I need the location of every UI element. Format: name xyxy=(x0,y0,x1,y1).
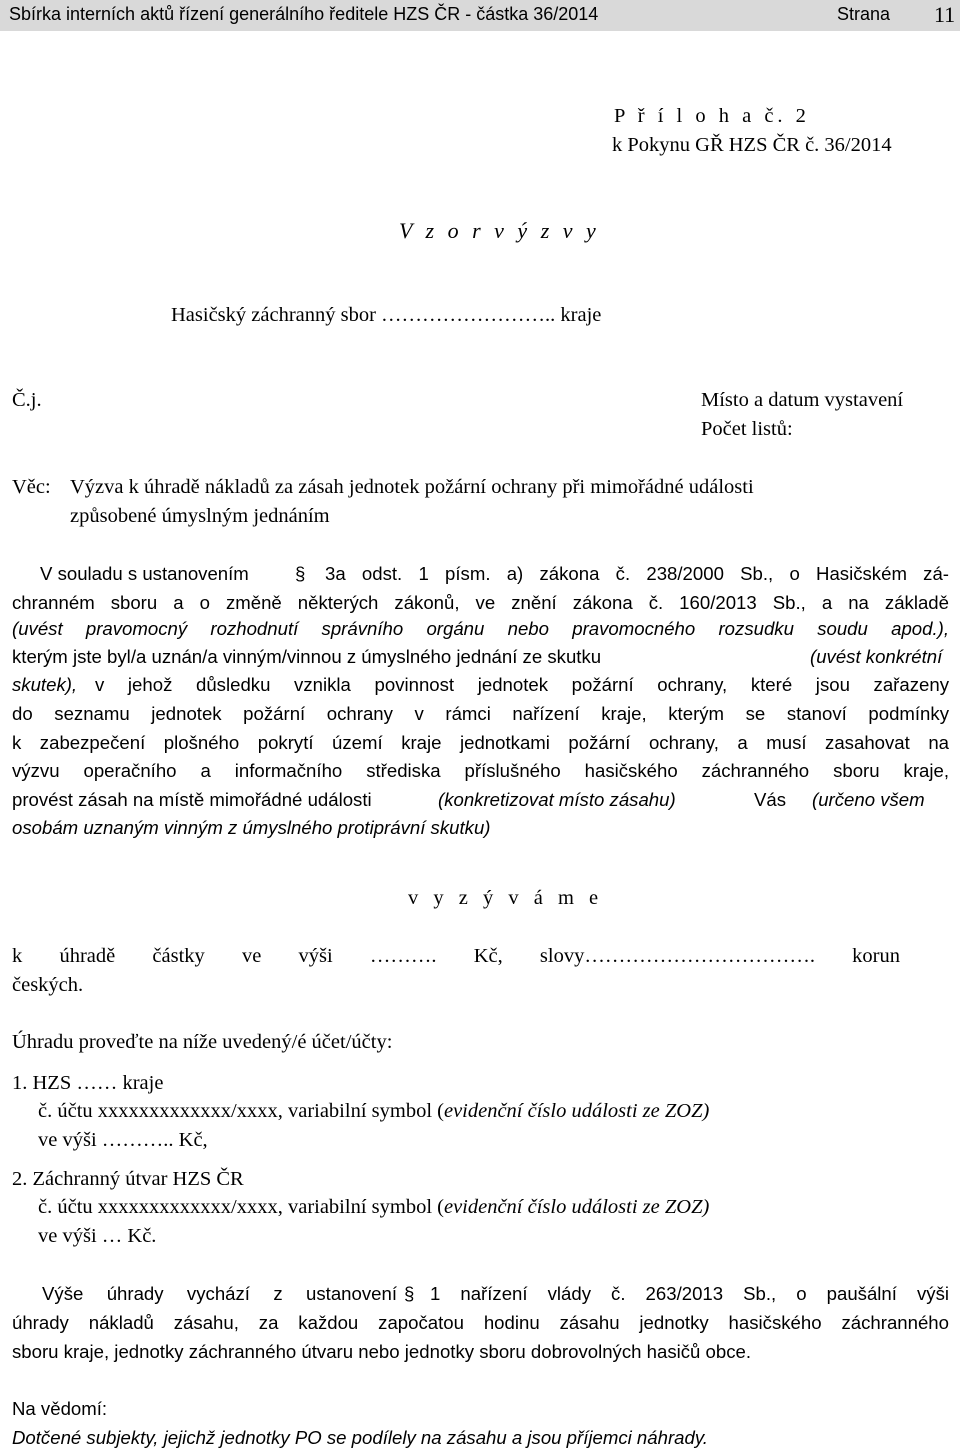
notice-label: Na vědomí: xyxy=(12,1398,108,1419)
account-1-number xyxy=(38,1101,709,1122)
amount-line-1: k úhradě částky ve výši ………. Kč, slovy……………………………. korun xyxy=(12,945,900,967)
body-line-9b: (konkretizovat místo zásahu) xyxy=(438,789,676,810)
body-line-2: chranném sboru a o změně některých zákonů, ve znění zákona č. 160/2013 Sb., a na základě xyxy=(12,592,949,613)
notice-text: Dotčené subjekty, jejichž jednotky PO se podílely na zásahu a jsou příjemci náhrady. xyxy=(12,1427,708,1448)
subject-label: Věc: xyxy=(12,476,51,498)
appendix-label: P ř í l o h a č. 2 xyxy=(614,105,810,127)
form-title: V z o r v ý z v y xyxy=(399,218,600,243)
body-line-8: výzvu operačního a informačního střediska příslušného hasičského záchranného sboru kraje, xyxy=(12,760,949,781)
header-page-number: 11 xyxy=(934,2,956,27)
body-line-4b: (uvést konkrétní xyxy=(810,646,943,667)
body-line-5b: v jehož důsledku vznikla povinnost jednotek požární ochrany, které jsou zařazeny xyxy=(95,674,949,695)
subject-line-1: Výzva k úhradě nákladů za zásah jednotek požární ochrany při mimořádné události xyxy=(70,476,754,498)
footer-paragraph-sign: § xyxy=(404,1283,415,1304)
account-2-number xyxy=(38,1197,709,1218)
body-line-4a: kterým jste byl/a uznán/a vinným/vinnou z úmyslného jednání ze skutku xyxy=(12,646,602,667)
account-2-amount: ve výši … Kč. xyxy=(38,1225,157,1247)
body-line-3: (uvést pravomocný rozhodnutí správního orgánu nebo pravomocného rozsudku soudu apod.), xyxy=(12,618,949,639)
sheet-count-label: Počet listů: xyxy=(701,418,793,440)
body-line-10: osobám uznaným vinným z úmyslného protiprávní skutku) xyxy=(12,817,491,838)
body-line-1a: V souladu s ustanovením xyxy=(40,563,249,584)
body-line-5a: skutek), xyxy=(12,674,78,695)
appendix-reference: k Pokynu GŘ HZS ČR č. 36/2014 xyxy=(612,134,892,156)
place-date-label: Místo a datum vystavení xyxy=(701,389,904,411)
amount-line-2: českých. xyxy=(12,974,84,996)
payment-intro: Úhradu proveďte na níže uvedený/é účet/účty: xyxy=(12,1031,393,1053)
header-page-label: Strana xyxy=(837,4,891,24)
account-2-number-text: č. účtu xxxxxxxxxxxxx/xxxx, variabilní symbol ( xyxy=(38,1196,444,1218)
reference-number-label: Č.j. xyxy=(12,389,42,411)
body-line-7: k zabezpečení plošného pokrytí území kraje jednotkami požární ochrany, a musí zasahovat na xyxy=(12,732,949,753)
page-header xyxy=(0,0,960,31)
account-1-number-text: č. účtu xxxxxxxxxxxxx/xxxx, variabilní symbol ( xyxy=(38,1100,444,1122)
footer-line-2: úhrady nákladů zásahu, za každou započatou hodinu zásahu jednotky hasičského záchranného xyxy=(12,1312,949,1333)
footer-line-1b: 1 nařízení vlády č. 263/2013 Sb., o paušální výši xyxy=(430,1283,949,1304)
body-line-1b: 3a odst. 1 písm. a) zákona č. 238/2000 Sb., o Hasičském zá- xyxy=(325,563,949,584)
subject-line-2: způsobené úmyslným jednáním xyxy=(70,505,330,527)
vyzyvame-heading: v y z ý v á m e xyxy=(408,887,604,909)
footer-line-1a: Výše úhrady vychází z ustanovení xyxy=(42,1283,397,1304)
paragraph-sign: § xyxy=(295,563,306,584)
account-2-title: 2. Záchranný útvar HZS ČR xyxy=(12,1168,244,1190)
body-line-9d: (určeno všem xyxy=(812,789,925,810)
header-title: Sbírka interních aktů řízení generálního ředitele HZS ČR - částka 36/2014 xyxy=(9,4,599,24)
account-1-variable-symbol: evidenční číslo události ze ZOZ) xyxy=(443,1100,710,1122)
body-line-9c: Vás xyxy=(754,789,787,810)
body-line-6: do seznamu jednotek požární ochrany v rámci nařízení kraje, kterým se stanoví podmínky xyxy=(12,703,949,724)
account-1-amount: ve výši ……….. Kč, xyxy=(38,1129,208,1151)
body-line-9a: provést zásah na místě mimořádné události xyxy=(12,789,372,810)
account-1-title: 1. HZS …… kraje xyxy=(12,1072,164,1094)
account-2-variable-symbol: evidenční číslo události ze ZOZ) xyxy=(443,1196,710,1218)
issuer-line: Hasičský záchranný sbor …………………….. kraje xyxy=(171,304,602,326)
footer-line-3: sboru kraje, jednotky záchranného útvaru nebo jednotky sboru dobrovolných hasičů obce. xyxy=(12,1341,752,1362)
